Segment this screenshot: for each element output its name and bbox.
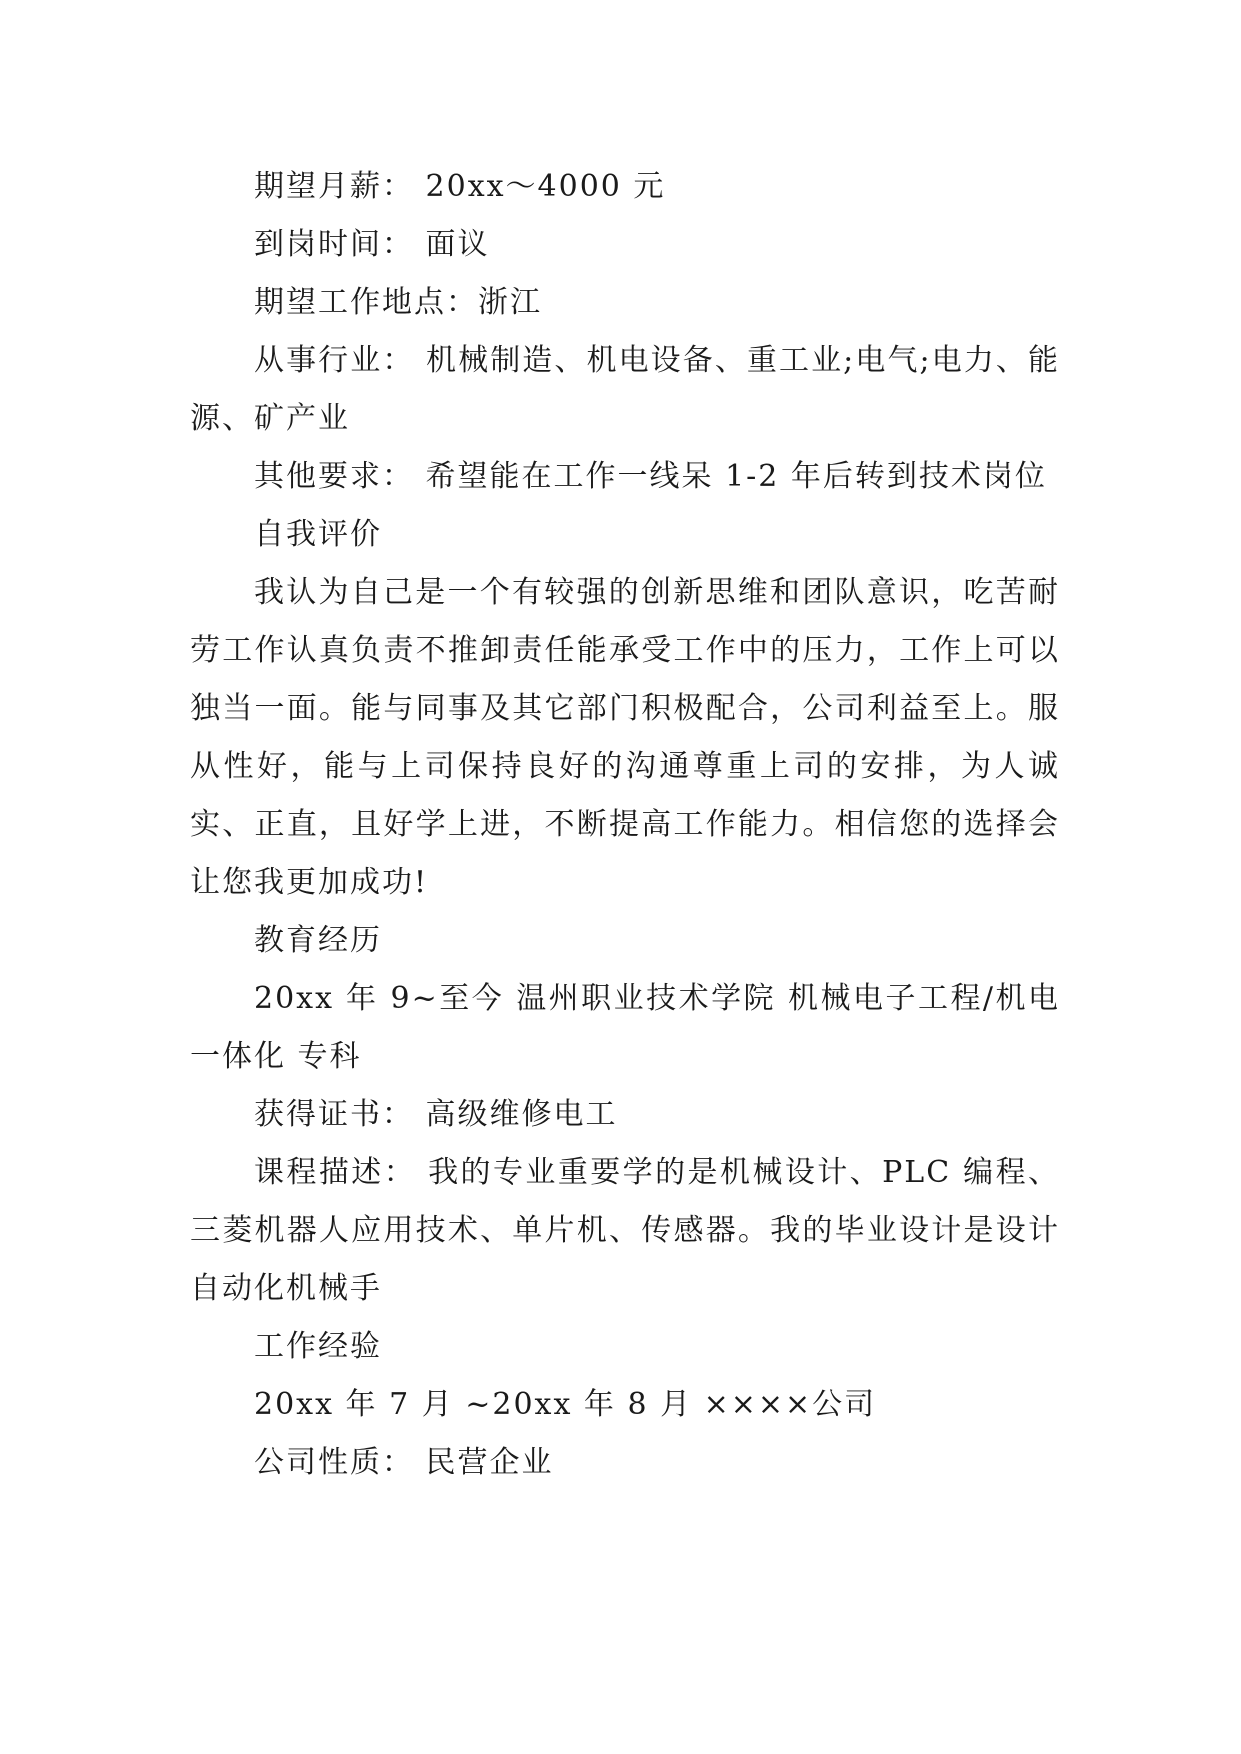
expected-location: 期望工作地点：浙江: [254, 285, 542, 320]
self-evaluation-heading: 自我评价: [254, 517, 382, 552]
education-heading: 教育经历: [254, 923, 382, 958]
education-entry: 20xx 年 9~至今 温州职业技术学院 机械电子工程/机电一体化 专科: [190, 981, 1060, 1074]
industry: 从事行业： 机械制造、机电设备、重工业;电气;电力、能源、矿产业: [190, 343, 1060, 436]
other-requirements: 其他要求： 希望能在工作一线呆 1-2 年后转到技术岗位: [254, 459, 1047, 494]
certificate: 获得证书： 高级维修电工: [254, 1097, 618, 1132]
arrival-time: 到岗时间： 面议: [254, 227, 490, 262]
expected-salary: 期望月薪： 20xx～4000 元: [254, 169, 666, 204]
work-heading: 工作经验: [254, 1329, 382, 1364]
company-nature: 公司性质： 民营企业: [254, 1445, 554, 1480]
document-page: [190, 158, 1060, 1492]
work-entry: 20xx 年 7 月 ~20xx 年 8 月 ××××公司: [254, 1387, 877, 1422]
course-description: 课程描述： 我的专业重要学的是机械设计、PLC 编程、三菱机器人应用技术、单片机、传感器。我的毕业设计是设计自动化机械手: [190, 1155, 1060, 1306]
self-evaluation-text: 我认为自己是一个有较强的创新思维和团队意识，吃苦耐劳工作认真负责不推卸责任能承受工作中的压力，工作上可以独当一面。能与同事及其它部门积极配合，公司利益至上。服从性好，能与上司保持良好的沟通尊重上司的安排，为人诚实、正直，且好学上进，不断提高工作能力。相信您的选择会让您我更加成功!: [190, 575, 1060, 900]
